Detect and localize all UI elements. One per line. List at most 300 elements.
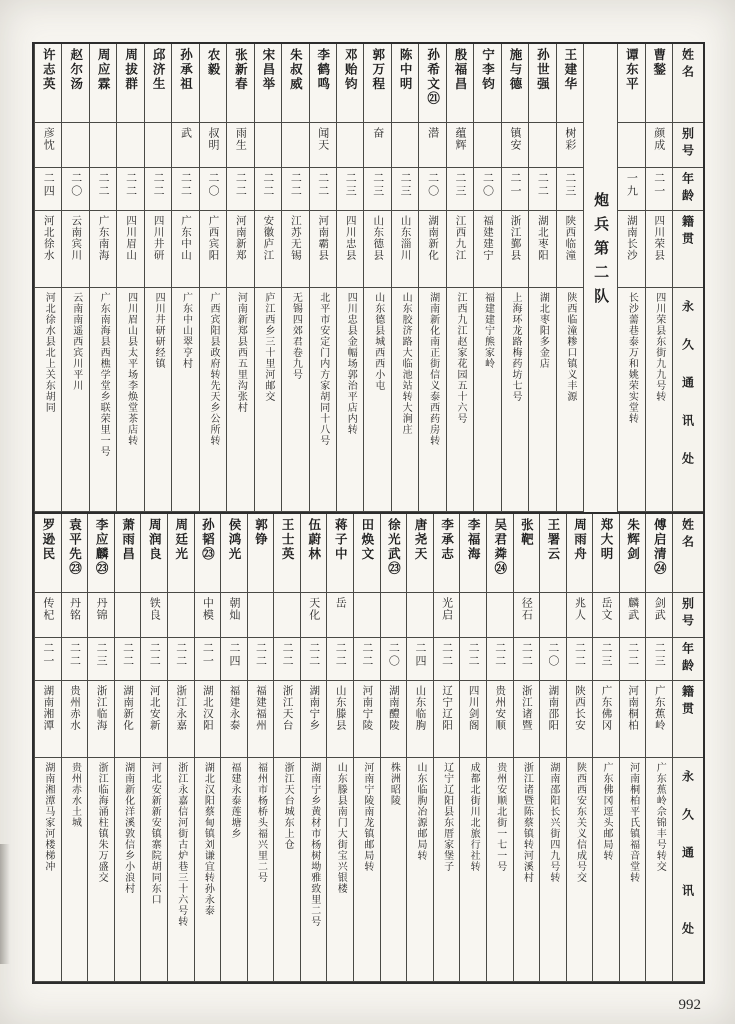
person-age: 二二: [536, 172, 549, 198]
person-column: [171, 44, 198, 512]
person-native-place: 山东滕县: [334, 685, 346, 731]
person-age-cell: [172, 168, 198, 211]
person-native-place-cell: [35, 211, 61, 288]
person-name-cell: [337, 44, 363, 123]
person-native-place-cell: [62, 681, 88, 758]
person-age-cell: [364, 168, 390, 211]
person-address: 广东蕉岭佘锦丰号转交: [654, 762, 666, 872]
person-native-place: 浙江永嘉: [175, 685, 187, 731]
person-age: 二〇: [426, 172, 439, 198]
person-age: 二二: [261, 172, 274, 198]
person-name-cell: [434, 514, 460, 593]
person-column: [34, 514, 61, 982]
person-native-place: 江苏无锡: [289, 215, 301, 261]
person-address-cell: [117, 288, 143, 512]
person-age: 二一: [201, 642, 214, 668]
person-age: 一九: [625, 172, 638, 198]
person-native-place: 广西宾阳: [207, 215, 219, 261]
person-name: 田焕文: [359, 518, 374, 562]
person-native-place: 福建福州: [255, 685, 267, 731]
person-alias-cell: [514, 593, 540, 638]
person-name: 李福海: [466, 518, 481, 562]
person-column: [566, 514, 593, 982]
person-address: 浙江诸暨陈蔡镇转河溪村: [521, 762, 533, 883]
person-age: 二〇: [481, 172, 494, 198]
person-name-cell: [381, 514, 407, 593]
person-name-cell: [115, 514, 141, 593]
person-name: 邓贻钧: [343, 48, 358, 92]
person-address: 山东德县城西西小屯: [372, 292, 384, 391]
person-age-cell: [35, 638, 61, 681]
roster-section-bottom: [34, 514, 703, 982]
person-native-place-cell: [502, 211, 528, 288]
person-alias-cell: [327, 593, 353, 638]
header-alias-cell: [673, 123, 703, 168]
person-address: 陕西临潼糁口镇义丰源: [564, 292, 576, 402]
person-column: [167, 514, 194, 982]
person-name: 周润良: [147, 518, 162, 562]
person-age: 二二: [234, 172, 247, 198]
person-native-place: 湖南新化: [427, 215, 439, 261]
person-age-cell: [460, 638, 486, 681]
person-address-cell: [255, 288, 281, 512]
person-age: 二二: [68, 642, 81, 668]
person-name-cell: [618, 44, 644, 123]
person-name: 蒋子中: [333, 518, 348, 562]
person-native-place-cell: [172, 211, 198, 288]
person-column: [406, 514, 433, 982]
person-native-place-cell: [274, 681, 300, 758]
person-column: [114, 514, 141, 982]
person-alias-cell: [172, 123, 198, 168]
person-alias-cell: [540, 593, 566, 638]
person-alias-cell: [392, 123, 418, 168]
person-address: 四川荣县东街九九号转: [653, 292, 665, 402]
person-name: 萧雨昌: [120, 518, 135, 562]
person-address-cell: [593, 758, 619, 982]
person-name-cell: [221, 514, 247, 593]
person-native-place: 湖南宁乡: [308, 685, 320, 731]
person-age: 二〇: [206, 172, 219, 198]
person-native-place-cell: [593, 681, 619, 758]
person-alias-cell: [90, 123, 116, 168]
person-native-place-cell: [392, 211, 418, 288]
person-address-cell: [168, 758, 194, 982]
person-native-place: 贵州赤水: [68, 685, 80, 731]
person-name-cell: [200, 44, 226, 123]
person-native-place-cell: [337, 211, 363, 288]
person-native-place: 河南新郑: [234, 215, 246, 261]
person-name-cell: [567, 514, 593, 593]
column-headers-bottom: [672, 514, 703, 982]
header-address-label: 永久通讯处: [680, 770, 695, 960]
person-address-cell: [195, 758, 221, 982]
person-name: 朱叔威: [288, 48, 303, 92]
person-native-place-cell: [364, 211, 390, 288]
person-address-cell: [301, 758, 327, 982]
person-alias-cell: [141, 593, 167, 638]
person-age: 二〇: [69, 172, 82, 198]
person-name-cell: [392, 44, 418, 123]
person-name-cell: [117, 44, 143, 123]
header-native-label: 籍贯: [680, 215, 695, 249]
person-age-cell: [200, 168, 226, 211]
header-alias-cell: [673, 593, 703, 638]
column-headers-top: [672, 44, 703, 512]
person-native-place: 陕西长安: [573, 685, 585, 731]
person-alias: 中模: [201, 597, 214, 621]
person-alias-cell: [618, 123, 644, 168]
person-name: 许志英: [41, 48, 56, 92]
person-alias-cell: [200, 123, 226, 168]
person-column: [194, 514, 221, 982]
person-address: 广东南海县西樵学堂乡联荣里一号: [98, 292, 110, 457]
person-age-cell: [274, 638, 300, 681]
person-alias: 天化: [307, 597, 320, 621]
person-alias: 径石: [520, 597, 533, 621]
person-age: 二二: [360, 642, 373, 668]
person-column: [418, 44, 445, 512]
person-native-place: 四川剑阁: [467, 685, 479, 731]
person-address-cell: [407, 758, 433, 982]
person-alias-cell: [195, 593, 221, 638]
person-age: 二二: [254, 642, 267, 668]
person-column: [220, 514, 247, 982]
person-age: 二四: [42, 172, 55, 198]
person-address: 河北徐水县北上关东胡同: [43, 292, 55, 413]
person-native-place-cell: [381, 681, 407, 758]
person-age-cell: [529, 168, 555, 211]
person-name: 张靶: [519, 518, 534, 547]
person-name-cell: [255, 44, 281, 123]
person-alias-cell: [274, 593, 300, 638]
person-age-cell: [90, 168, 116, 211]
person-alias: 彦忱: [42, 127, 55, 151]
person-address: 北平市安定门内方家胡同十八号: [317, 292, 329, 446]
person-name: 罗逊民: [40, 518, 55, 562]
person-name: 李鹤鸣: [315, 48, 330, 92]
person-name: 孙韬㉓: [200, 518, 215, 562]
person-age-cell: [514, 638, 540, 681]
person-column: [619, 514, 646, 982]
person-address: 江西九江赵家花园五十六号: [455, 292, 467, 424]
person-native-place-cell: [35, 681, 61, 758]
person-age: 二一: [41, 642, 54, 668]
person-name: 周拔群: [123, 48, 138, 92]
person-address-cell: [381, 758, 407, 982]
person-address: 广东佛冈逕头邮局转: [601, 762, 613, 861]
person-name-cell: [327, 514, 353, 593]
person-address-cell: [618, 288, 644, 512]
person-alias-cell: [255, 123, 281, 168]
person-name-cell: [35, 514, 61, 593]
person-alias-cell: [364, 123, 390, 168]
person-alias-cell: [337, 123, 363, 168]
person-column: [380, 514, 407, 982]
person-age: 二二: [148, 642, 161, 668]
header-name-label: 姓名: [680, 48, 695, 82]
person-name: 谭东平: [624, 48, 639, 92]
person-native-place-cell: [529, 211, 555, 288]
person-address-cell: [172, 288, 198, 512]
person-age-cell: [567, 638, 593, 681]
person-column: [486, 514, 513, 982]
person-name-cell: [646, 514, 672, 593]
person-address: 湖南新化南正街信义泰西药房转: [427, 292, 439, 446]
person-native-place-cell: [557, 211, 583, 288]
person-age-cell: [221, 638, 247, 681]
person-age: 二二: [440, 642, 453, 668]
person-address-cell: [646, 288, 672, 512]
person-name: 郭万程: [370, 48, 385, 92]
person-name-cell: [502, 44, 528, 123]
person-alias: 奋: [371, 127, 384, 139]
person-alias-cell: [381, 593, 407, 638]
person-alias: 镇安: [508, 127, 521, 151]
person-alias-cell: [35, 593, 61, 638]
person-native-place: 湖南邵阳: [547, 685, 559, 731]
person-column: [391, 44, 418, 512]
person-native-place: 湖南醴陵: [387, 685, 399, 731]
person-name-cell: [460, 514, 486, 593]
person-column: [473, 44, 500, 512]
person-alias-cell: [557, 123, 583, 168]
person-alias: 麟武: [626, 597, 639, 621]
person-age-cell: [392, 168, 418, 211]
person-name-cell: [88, 514, 114, 593]
person-alias: 叔明: [206, 127, 219, 151]
person-address-cell: [354, 758, 380, 982]
person-age: 二二: [281, 642, 294, 668]
person-address: 四川眉山县太平场李焕堂茶店转: [125, 292, 137, 446]
person-name: 吴君粦㉔: [492, 518, 507, 576]
person-address-cell: [145, 288, 171, 512]
person-native-place-cell: [168, 681, 194, 758]
person-native-place: 江西九江: [454, 215, 466, 261]
person-address: 广东中山翠亨村: [180, 292, 192, 369]
header-age-cell: [673, 168, 703, 211]
person-name-cell: [62, 44, 88, 123]
person-name-cell: [447, 44, 473, 123]
person-column: [61, 44, 88, 512]
person-address-cell: [487, 758, 513, 982]
person-address: 陕西西安东关义信成号交: [574, 762, 586, 883]
person-column: [556, 44, 583, 512]
person-native-place: 湖南湘潭: [42, 685, 54, 731]
person-native-place-cell: [200, 211, 226, 288]
person-address: 山东临朐冶源邮局转: [415, 762, 426, 861]
person-address-cell: [540, 758, 566, 982]
person-name: 孙希文㉑: [425, 48, 440, 106]
person-column: [501, 44, 528, 512]
person-age-cell: [407, 638, 433, 681]
person-alias-cell: [434, 593, 460, 638]
person-age: 二二: [174, 642, 187, 668]
person-age: 二二: [626, 642, 639, 668]
person-native-place: 湖南新化: [122, 685, 134, 731]
person-alias: 岳文: [600, 597, 613, 621]
person-native-place-cell: [90, 211, 116, 288]
person-alias: 朝灿: [227, 597, 240, 621]
person-native-place-cell: [460, 681, 486, 758]
person-alias-cell: [460, 593, 486, 638]
person-age-cell: [88, 638, 114, 681]
person-address: 浙江天台城东上仓: [282, 762, 294, 850]
person-native-place: 湖北枣阳: [536, 215, 548, 261]
person-column: [326, 514, 353, 982]
person-column: [433, 514, 460, 982]
person-name-cell: [646, 44, 672, 123]
person-age: 二二: [520, 642, 533, 668]
person-native-place: 陕西临潼: [564, 215, 576, 261]
person-age-cell: [62, 168, 88, 211]
person-alias: 树彩: [563, 127, 576, 151]
person-name-cell: [282, 44, 308, 123]
person-age-cell: [195, 638, 221, 681]
header-native-cell: [673, 681, 703, 758]
person-column: [34, 44, 61, 512]
person-alias-cell: [221, 593, 247, 638]
person-alias-cell: [646, 593, 672, 638]
person-address-cell: [392, 288, 418, 512]
person-native-place-cell: [221, 681, 247, 758]
person-column: [353, 514, 380, 982]
person-native-place-cell: [618, 211, 644, 288]
person-address-cell: [62, 758, 88, 982]
person-native-place: 广东中山: [180, 215, 192, 261]
person-name-cell: [540, 514, 566, 593]
person-address-cell: [557, 288, 583, 512]
person-alias-cell: [593, 593, 619, 638]
person-address-cell: [567, 758, 593, 982]
person-address: 广西宾阳县政府转先天乡公所转: [207, 292, 219, 446]
person-name-cell: [593, 514, 619, 593]
person-address: 河北安新新安镇寨院胡同东口: [149, 762, 161, 905]
header-name-cell: [673, 514, 703, 593]
person-age: 二三: [653, 642, 666, 668]
person-address-cell: [141, 758, 167, 982]
person-native-place: 河南宁陵: [361, 685, 373, 731]
person-age: 二四: [227, 642, 240, 668]
person-native-place: 浙江临海: [95, 685, 107, 731]
person-native-place-cell: [195, 681, 221, 758]
person-age: 二〇: [387, 642, 400, 668]
person-name-cell: [529, 44, 555, 123]
person-age: 二二: [124, 172, 137, 198]
person-age: 二二: [467, 642, 480, 668]
person-age: 二三: [454, 172, 467, 198]
person-column: [87, 514, 114, 982]
person-alias: 蕴辉: [454, 127, 467, 151]
person-name: 周雨舟: [572, 518, 587, 562]
person-age-cell: [502, 168, 528, 211]
person-alias-cell: [646, 123, 672, 168]
person-address-cell: [248, 758, 274, 982]
person-address: 无锡四郊君卷九号: [290, 292, 302, 380]
person-alias-cell: [227, 123, 253, 168]
person-address: 湖北枣阳多金店: [537, 292, 549, 369]
person-address-cell: [227, 288, 253, 512]
person-address-cell: [364, 288, 390, 512]
person-age-cell: [35, 168, 61, 211]
person-age-cell: [618, 168, 644, 211]
person-alias: 岳: [334, 597, 347, 609]
person-alias-cell: [62, 123, 88, 168]
person-name-cell: [310, 44, 336, 123]
person-column: [645, 44, 672, 512]
person-age-cell: [540, 638, 566, 681]
person-native-place: 福建永泰: [228, 685, 240, 731]
person-native-place: 湖南长沙: [625, 215, 637, 261]
person-name-cell: [35, 44, 61, 123]
person-column: [592, 514, 619, 982]
person-age-cell: [255, 168, 281, 211]
person-name-cell: [514, 514, 540, 593]
person-native-place: 河南霸县: [317, 215, 329, 261]
person-name: 伍蔚林: [306, 518, 321, 562]
person-name: 袁平先㉓: [67, 518, 82, 576]
person-column: [645, 514, 672, 982]
roster-table-frame: [32, 42, 705, 984]
person-age-cell: [487, 638, 513, 681]
person-alias-cell: [248, 593, 274, 638]
person-address-cell: [447, 288, 473, 512]
person-age-cell: [337, 168, 363, 211]
person-native-place: 四川忠县: [344, 215, 356, 261]
person-name: 朱辉剑: [625, 518, 640, 562]
person-column: [539, 514, 566, 982]
page-number: 992: [678, 997, 701, 1013]
person-native-place-cell: [514, 681, 540, 758]
person-name-cell: [487, 514, 513, 593]
header-address-cell: [673, 758, 703, 982]
person-age: 二三: [371, 172, 384, 198]
person-address-cell: [310, 288, 336, 512]
person-alias: 剑武: [653, 597, 666, 621]
person-column: [247, 514, 274, 982]
person-age: 二二: [573, 642, 586, 668]
person-column: [89, 44, 116, 512]
person-age-cell: [620, 638, 646, 681]
person-alias: 闻天: [316, 127, 329, 151]
person-column: [528, 44, 555, 512]
person-name-cell: [90, 44, 116, 123]
person-age: 二三: [563, 172, 576, 198]
person-alias-cell: [474, 123, 500, 168]
person-age-cell: [593, 638, 619, 681]
person-address-cell: [419, 288, 445, 512]
person-age-cell: [419, 168, 445, 211]
person-alias-cell: [354, 593, 380, 638]
header-alias-label: 别号: [680, 597, 695, 631]
person-column: [446, 44, 473, 512]
person-name-cell: [557, 44, 583, 123]
person-alias: 颜成: [652, 127, 665, 151]
person-column: [336, 44, 363, 512]
person-address: 庐江西乡三十里河邮交: [262, 292, 274, 402]
person-age: 二四: [414, 642, 426, 668]
person-address-cell: [221, 758, 247, 982]
person-alias-cell: [117, 123, 143, 168]
person-age-cell: [646, 638, 672, 681]
person-alias-cell: [502, 123, 528, 168]
person-alias-cell: [301, 593, 327, 638]
person-column: [116, 44, 143, 512]
person-age-cell: [327, 638, 353, 681]
person-address-cell: [337, 288, 363, 512]
person-column: [363, 44, 390, 512]
person-address: 浙江永嘉信河街古炉巷三十六号转: [175, 762, 187, 927]
